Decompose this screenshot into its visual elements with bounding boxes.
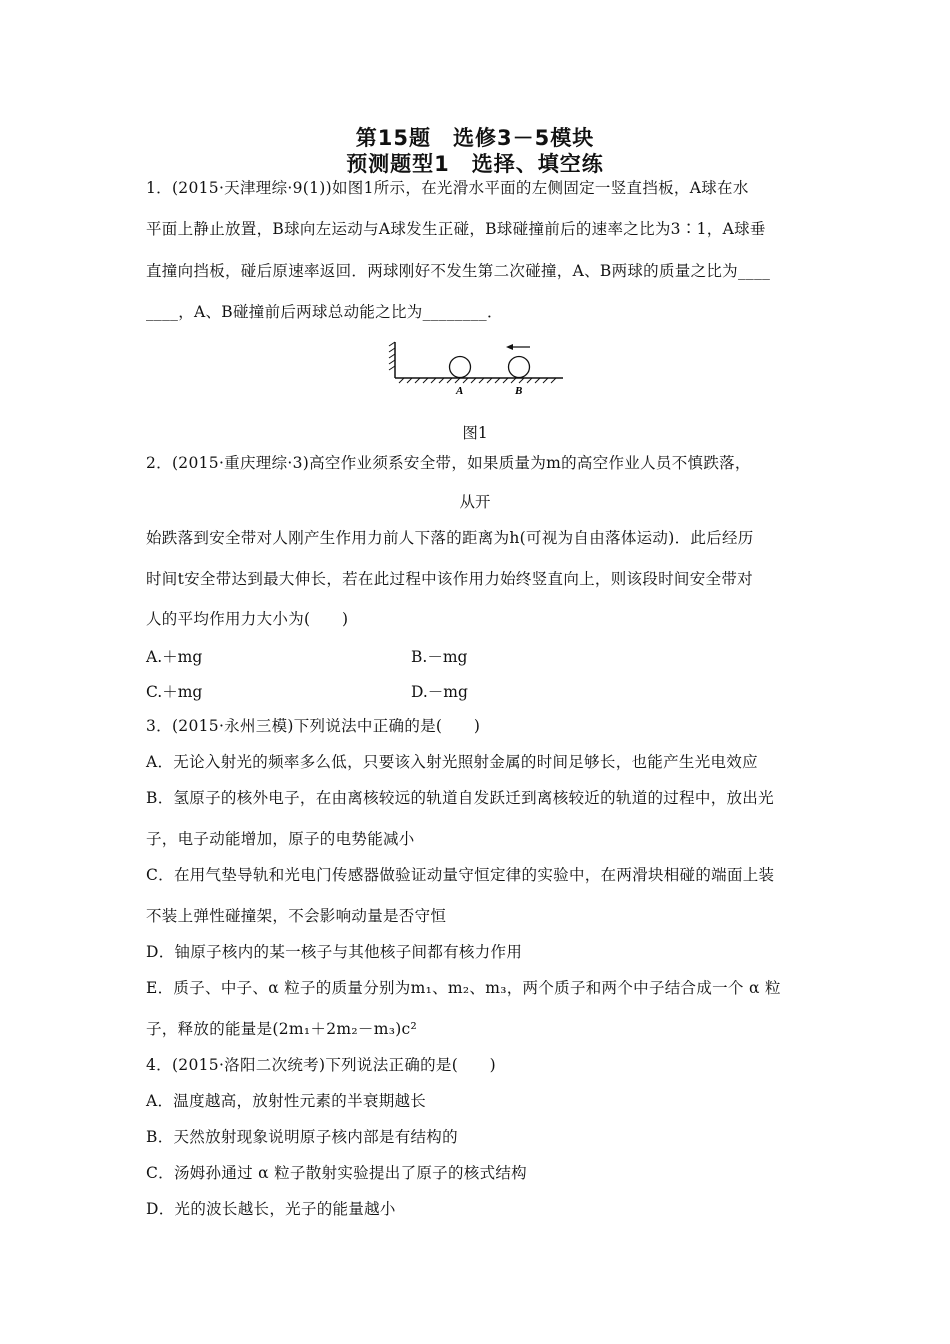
wall-hatching <box>389 342 395 370</box>
title-line-2: 预测题型1 选择、填空练 <box>346 152 604 176</box>
label-a: A <box>456 385 464 397</box>
velocity-arrow-head <box>506 344 513 350</box>
q2-option-a: A.＋mg <box>146 648 203 666</box>
figure-caption: 图1 <box>462 424 488 442</box>
q3-option-d: D．铀原子核内的某一核子与其他核子间都有核力作用 <box>146 943 523 961</box>
q3-option-a: A．无论入射光的频率多么低，只要该入射光照射金属的时间足够长，也能产生光电效应 <box>146 753 758 771</box>
q4-option-d: D．光的波长越长，光子的能量越小 <box>146 1200 396 1218</box>
q1-line-1: 1．(2015·天津理综·9(1))如图1所示，在光滑水平面的左侧固定一竖直挡板，A球在水 <box>146 179 749 197</box>
q2-line-1: 2．(2015·重庆理综·3)高空作业须系安全带，如果质量为m的高空作业人员不慎跌落， <box>146 454 751 472</box>
q2-line-4: 时间t安全带达到最大伸长，若在此过程中该作用力始终竖直向上，则该段时间安全带对 <box>146 570 753 588</box>
q3-option-c-line-1: C．在用气垫导轨和光电门传感器做验证动量守恒定律的实验中，在两滑块相碰的端面上装 <box>146 866 775 884</box>
q3-option-e-line-1: E．质子、中子、α 粒子的质量分别为m₁、m₂、m₃，两个质子和两个中子结合成一个 α 粒 <box>146 979 781 997</box>
q4-option-c: C．汤姆孙通过 α 粒子散射实验提出了原子的核式结构 <box>146 1164 527 1182</box>
q3-option-b-line-2: 子，电子动能增加，原子的电势能减小 <box>146 830 415 848</box>
collision-figure <box>385 338 570 402</box>
q2-line-5: 人的平均作用力大小为( ) <box>146 610 349 628</box>
q1-line-4: ____，A、B碰撞前后两球总动能之比为________． <box>146 303 503 321</box>
q3-stem: 3．(2015·永州三模)下列说法中正确的是( ) <box>146 717 481 735</box>
q2-option-b: B.－mg <box>411 648 468 666</box>
q2-option-c: C.＋mg <box>146 683 203 701</box>
q3-option-e-line-2: 子，释放的能量是(2m₁＋2m₂－m₃)c² <box>146 1020 418 1038</box>
q4-option-b: B．天然放射现象说明原子核内部是有结构的 <box>146 1128 458 1146</box>
q2-option-d: D.－mg <box>411 683 468 701</box>
q2-line-3: 始跌落到安全带对人刚产生作用力前人下落的距离为h(可视为自由落体运动)．此后经历 <box>146 529 754 547</box>
q4-option-a: A．温度越高，放射性元素的半衰期越长 <box>146 1092 427 1110</box>
title-line-1: 第15题 选修3－5模块 <box>355 126 595 150</box>
ball-b <box>509 357 530 378</box>
q1-line-3: 直撞向挡板，碰后原速率返回．两球刚好不发生第二次碰撞，A、B两球的质量之比为____ <box>146 262 771 280</box>
q2-line-2: 从开 <box>459 493 491 511</box>
q3-option-c-line-2: 不装上弹性碰撞架，不会影响动量是否守恒 <box>146 907 447 925</box>
q4-stem: 4．(2015·洛阳二次统考)下列说法正确的是( ) <box>146 1056 497 1074</box>
ball-a <box>450 357 471 378</box>
label-b: B <box>515 385 523 397</box>
q1-line-2: 平面上静止放置，B球向左运动与A球发生正碰，B球碰撞前后的速率之比为3∶1，A球垂 <box>146 220 766 238</box>
q3-option-b-line-1: B．氢原子的核外电子，在由离核较远的轨道自发跃迁到离核较近的轨道的过程中，放出光 <box>146 789 774 807</box>
